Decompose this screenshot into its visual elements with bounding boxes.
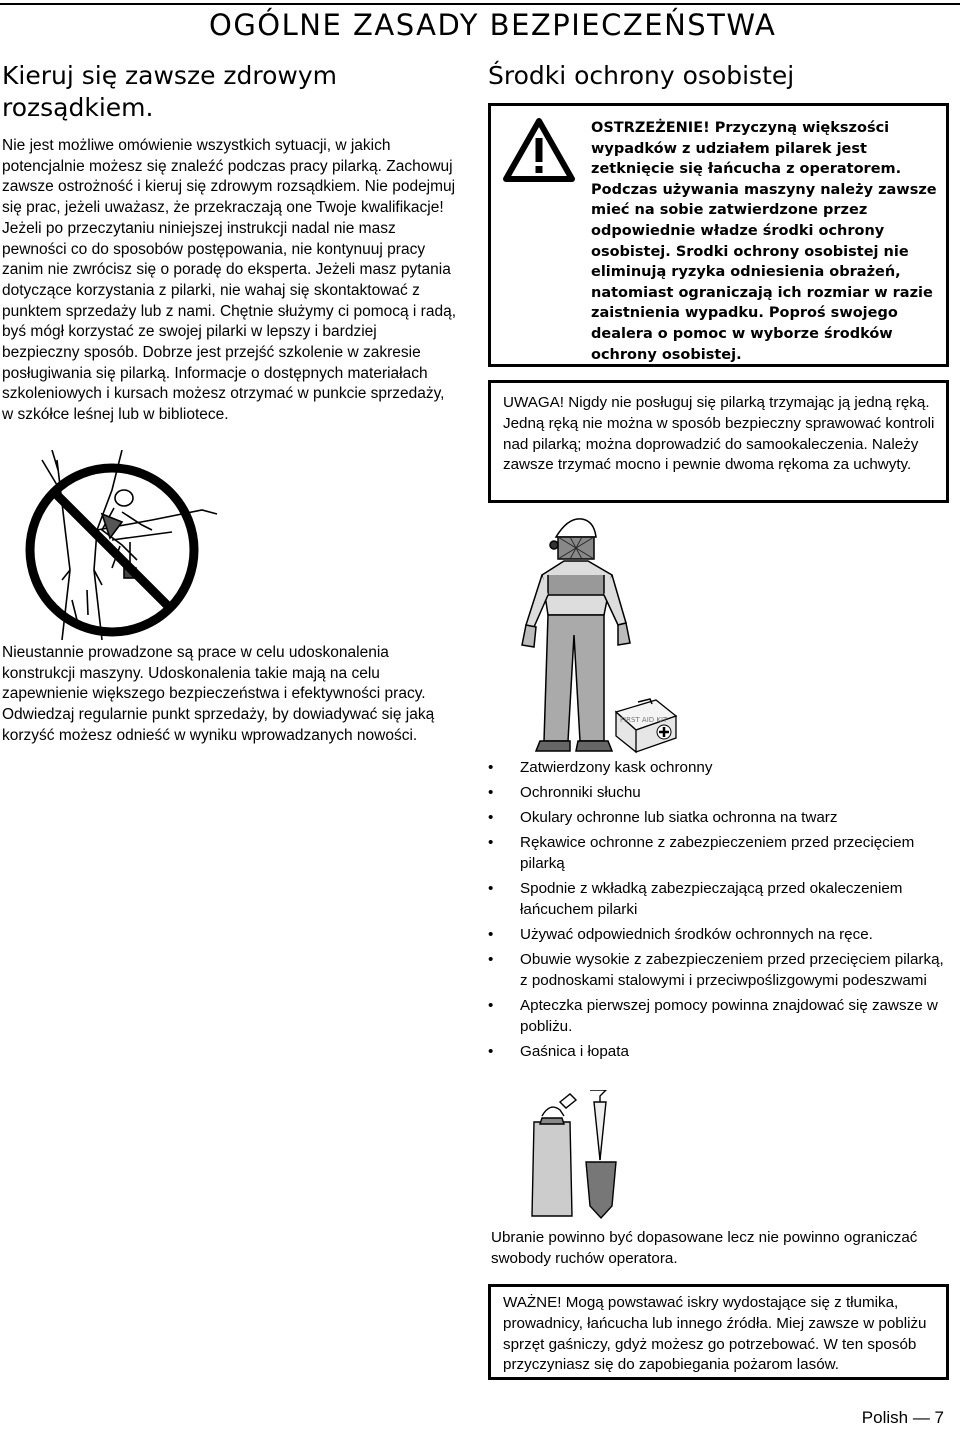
note-text: UWAGA! Nigdy nie posługuj się pilarką trzymając ją jedną ręką. Jedną ręką nie można w sposób bezpieczny sprawować kontroli nad pilarką; można doprowadzić do samookaleczenia. Należy zawsze trzymać mocno i pewnie dwoma rękoma za uchwyty. (503, 394, 935, 474)
first-aid-kit-illustration (612, 690, 680, 758)
right-column (488, 60, 948, 92)
list-item: • Apteczka pierwszej pomocy powinna znajdować się zawsze w pobliżu. (488, 995, 948, 1037)
list-item: • Używać odpowiednich środków ochronnych na ręce. (488, 924, 948, 945)
page-title: OGÓLNE ZASADY BEZPIECZEŃSTWA (205, 8, 780, 42)
ppe-heading: Środki ochrony osobistej (488, 61, 795, 90)
list-item: • Obuwie wysokie z zabezpieczeniem przed przecięciem pilarką, z podnoskami stalowymi i przeciwpoślizgowymi podeszwami (488, 949, 948, 991)
note-box (488, 380, 949, 503)
list-item: • Gaśnica i łopata (488, 1041, 948, 1062)
important-text: WAŻNE! Mogą powstawać iskry wydostające się z tłumika, prowadnicy, łańcucha lub innego źródła. Miej zawsze w pobliżu sprzęt gaśniczy, gdyż możesz go potrzebować. W ten sposób przyczyniasz się do zapobiegania pożarom lasów. (503, 1294, 927, 1374)
page-footer: Polish — 7 (861, 1408, 944, 1427)
warning-box (488, 103, 949, 367)
left-heading: Kieruj się zawsze zdrowym rozsądkiem. (2, 61, 338, 122)
header-rule (0, 3, 960, 5)
list-item: • Ochronniki słuchu (488, 782, 948, 803)
first-aid-label: FIRST AID KIT (620, 716, 668, 724)
clothing-note: Ubranie powinno być dopasowane lecz nie powinno ograniczać swobody ruchów operatora. (491, 1229, 918, 1267)
left-column (2, 60, 457, 124)
extinguisher-shovel-illustration (520, 1090, 650, 1220)
list-item: • Spodnie z wkładką zabezpieczającą przed okaleczeniem łańcuchem pilarki (488, 878, 948, 920)
warning-text: OSTRZEŻENIE! Przyczyną większości wypadków z udziałem pilarek jest zetknięcie się łańcucha z operatorem. Podczas używania maszyny należy zawsze mieć na sobie zatwierdzone przez odpowiednie władze środki ochrony osobistej. Srodki ochrony osobistej nie eliminują ryzyka odniesienia obrażeń, natomiast ograniczają ich rozmiar w razie zaistnienia wypadku. Poproś swojego dealera o pomoc w wyborze środków ochrony osobistej. (591, 120, 937, 363)
no-tree-climbing-illustration (2, 450, 222, 640)
ppe-list (488, 757, 948, 1066)
list-item: • Rękawice ochronne z zabezpieczeniem przed przecięciem pilarką (488, 832, 948, 874)
common-sense-paragraph: Nie jest możliwe omówienie wszystkich sytuacji, w jakich potencjalnie możesz się znaleźć podczas pracy pilarką. Zachowuj zawsze ostrożność i kieruj się zdrowym rozsądkiem. Nie podejmuj się prac, jeżeli uważasz, że przekraczają one Twoje kwalifikacje! Jeżeli po przeczytaniu niniejszej instrukcji nadal nie masz pewności co do sposobów postępowania, nie kontynuuj pracy zanim nie zwrócisz się o poradę do eksperta. Jeżeli masz pytania dotyczące korzystania z pilarki, nie wahaj się skontaktować z punktem sprzedaży lub z nami. Chętnie służymy ci pomocą i radą, byś mógł korzystać ze swojej pilarki w lepszy i bardziej bezpieczny sposób. Dobrze jest przejść szkolenie w zakresie posługiwania się pilarką. Informacje o dostępnych materiałach szkoleniowych i kursach możesz otrzymać w punkcie sprzedaży, w szkółce leśnej lub w bibliotece. (2, 137, 457, 424)
list-item: • Zatwierdzony kask ochronny (488, 757, 948, 778)
list-item: • Okulary ochronne lub siatka ochronna na twarz (488, 807, 948, 828)
improvements-paragraph: Nieustannie prowadzone są prace w celu udoskonalenia konstrukcji maszyny. Udoskonalenia takie mają na celu zapewnienie większego bezpieczeństwa i efektywności pracy. Odwiedzaj regularnie punkt sprzedaży, by dowiadywać się jaką korzyść możesz odnieść w wyniku wprowadzanych nowości. (2, 644, 435, 744)
warning-triangle-icon (503, 118, 575, 182)
important-box (488, 1284, 949, 1380)
